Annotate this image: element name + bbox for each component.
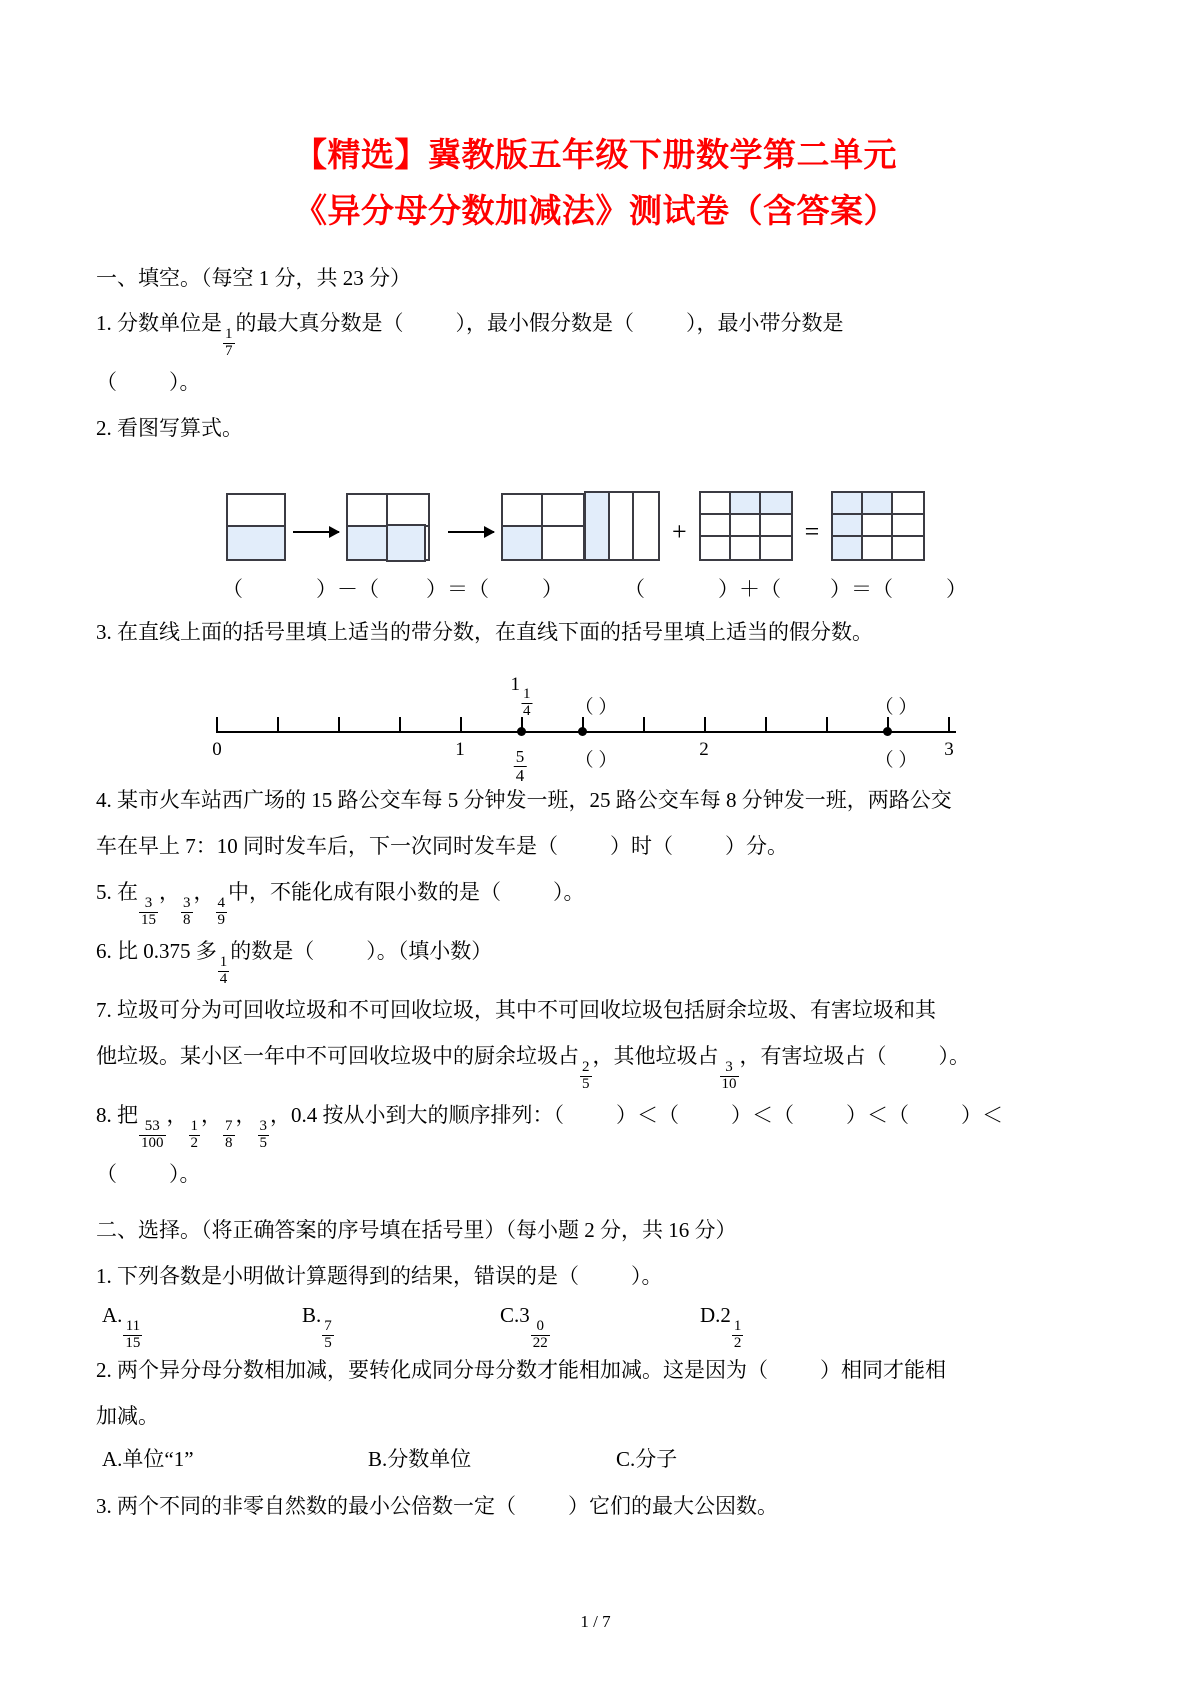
mixed-denominator: 4 xyxy=(523,703,531,720)
q8-prefix: 8. 把 xyxy=(96,1102,138,1127)
figure-b2-grid xyxy=(699,491,793,561)
q5-f1-denominator: 15 xyxy=(141,912,156,929)
q4-part-b: ）时（ xyxy=(610,833,673,858)
grid-cell xyxy=(833,537,863,559)
q8-f1-numerator: 53 xyxy=(144,1118,160,1135)
question-1-1 xyxy=(96,300,1095,359)
grid-cell xyxy=(701,515,731,537)
grid-cell xyxy=(348,495,388,527)
q8-f4-denominator: 5 xyxy=(259,1134,267,1151)
grid-cell xyxy=(731,515,761,537)
number-line-label-0: 0 xyxy=(212,738,222,760)
question-1-3: 3. 在直线上面的括号里填上适当的带分数，在直线下面的括号里填上适当的假分数。 xyxy=(96,619,873,644)
grid-cell xyxy=(228,527,284,559)
option-d-numerator: 1 xyxy=(733,1318,742,1335)
grid-cell xyxy=(610,493,634,559)
grid-cell xyxy=(388,495,428,527)
q1-mid-1: 的最大真分数是（ xyxy=(235,311,404,335)
number-line-tick xyxy=(704,717,706,731)
section-2-heading: 二、选择。（将正确答案的序号填在括号里）（每小题 2 分，共 16 分） xyxy=(96,1217,737,1242)
q8-line2-close: ）。 xyxy=(169,1161,201,1186)
q8-fraction-3 xyxy=(223,1119,235,1152)
grid-cell xyxy=(893,515,923,537)
q5-fraction-2 xyxy=(181,896,193,929)
improper-denominator: 4 xyxy=(515,766,525,786)
number-line-tick xyxy=(216,717,218,731)
number-line-tick xyxy=(460,717,462,731)
q6-tail: 的数是（ xyxy=(230,938,315,963)
question-1-2-answer-row xyxy=(96,573,1095,609)
number-line-tick xyxy=(338,717,340,731)
q5-f2-numerator: 3 xyxy=(183,895,191,912)
q8-f2-numerator: 1 xyxy=(190,1118,198,1135)
q2-left-blank-2[interactable]: ）－（ xyxy=(316,576,379,601)
question-1-7-line-1: 7. 垃圾可分为可回收垃圾和不可回收垃圾，其中不可回收垃圾包括厨余垃圾、有害垃圾和其 xyxy=(96,997,936,1022)
grid-cell xyxy=(543,495,583,527)
number-line-tick xyxy=(643,717,645,731)
mixed-fraction xyxy=(521,687,533,720)
grid-cell xyxy=(503,495,543,527)
option-a-denominator: 15 xyxy=(125,1334,141,1351)
number-line-tick xyxy=(765,717,767,731)
q8-t4: ）＜（ xyxy=(846,1102,909,1127)
q7-f1-numerator: 2 xyxy=(582,1059,590,1076)
q1-fraction xyxy=(223,327,235,360)
option-d-whole: 2 xyxy=(720,1302,731,1327)
title-line-2: 《异分母分数加减法》测试卷（含答案） xyxy=(294,194,897,230)
page-title xyxy=(96,0,1095,240)
q8-t5: ）＜ xyxy=(961,1102,1003,1127)
q4-part-a: 车在早上 7：10 同时发车后，下一次同时发车是（ xyxy=(96,833,558,858)
grid-cell xyxy=(833,515,863,537)
q1-tail-close: ）。 xyxy=(169,369,201,394)
q6-denominator: 4 xyxy=(219,971,228,988)
option-c-2-label: 分子 xyxy=(635,1446,678,1471)
q2-2-part-b: ）相同才能相 xyxy=(820,1357,946,1382)
section-1-heading: 一、填空。（每空 1 分，共 23 分） xyxy=(96,266,411,290)
option-d-letter: D. xyxy=(700,1302,721,1327)
question-2-1 xyxy=(96,1253,1095,1299)
q1-mid-2: ），最小假分数是（ xyxy=(455,311,634,335)
number-line-tick xyxy=(948,717,950,731)
option-b-2-label: 分数单位 xyxy=(387,1446,472,1471)
q8-f4-numerator: 3 xyxy=(259,1118,267,1135)
q7-f2-numerator: 3 xyxy=(725,1059,733,1076)
question-2-2-line-2: 加减。 xyxy=(96,1403,159,1428)
q5-sep-1: ， xyxy=(159,879,180,904)
figure-a3-grid xyxy=(501,493,585,561)
equals-sign: = xyxy=(804,516,820,546)
mixed-whole: 1 xyxy=(510,674,520,695)
q8-f1-denominator: 100 xyxy=(141,1134,164,1151)
number-line-figure xyxy=(96,665,1095,786)
improper-fraction xyxy=(514,748,527,785)
grid-cell xyxy=(228,495,284,527)
grid-cell xyxy=(586,493,610,559)
question-2-1-options xyxy=(96,1299,1095,1351)
q5-f2-denominator: 8 xyxy=(183,912,191,929)
q8-sep-2: ， xyxy=(201,1102,222,1127)
q8-fraction-4 xyxy=(258,1119,270,1152)
grid-cell xyxy=(863,493,893,515)
q7-fraction-1 xyxy=(580,1060,592,1093)
q2-right-blank-3[interactable]: ）＝（ xyxy=(830,576,893,601)
q2-2-part-a: 2. 两个异分母分数相加减，要转化成同分母分数才能相加减。这是因为（ xyxy=(96,1357,768,1382)
q4-part-c: ）分。 xyxy=(725,833,788,858)
q8-tail: ，0.4 按从小到大的顺序排列：（ xyxy=(270,1102,564,1127)
q1-prefix: 1. 分数单位是 xyxy=(96,311,222,335)
question-1-7-line-2 xyxy=(96,1033,1095,1092)
grid-cell xyxy=(731,537,761,559)
q2-right-blank-1[interactable]: （ xyxy=(624,576,645,601)
option-b-letter: B. xyxy=(302,1302,322,1327)
option-c[interactable] xyxy=(500,1303,551,1351)
question-2-3 xyxy=(96,1483,1095,1529)
figure-b3-grid xyxy=(831,491,925,561)
q6-fraction xyxy=(218,955,230,988)
number-line-below-blank-2[interactable]: （ ） xyxy=(874,749,918,771)
q7-part-c: ，有害垃圾占（ xyxy=(739,1043,887,1068)
q2-3-text-a: 3. 两个不同的非零自然数的最小公倍数一定（ xyxy=(96,1493,516,1518)
number-line-label-3: 3 xyxy=(944,738,954,760)
q5-f3-denominator: 9 xyxy=(217,912,225,929)
q7-part-b: ，其他垃圾占 xyxy=(592,1043,719,1068)
number-line-above-blank-2[interactable]: （ ） xyxy=(874,696,918,718)
q2-left-blank-3[interactable]: ）＝（ xyxy=(426,576,489,601)
q8-f3-numerator: 7 xyxy=(225,1118,233,1135)
q2-left-blank-1[interactable]: （ xyxy=(222,576,243,601)
q8-t2: ）＜（ xyxy=(616,1102,679,1127)
option-a-2[interactable] xyxy=(102,1443,194,1473)
grid-cell xyxy=(701,537,731,559)
plus-sign: + xyxy=(672,516,687,546)
number-line-tick xyxy=(826,717,828,731)
grid-cell xyxy=(761,493,791,515)
q5-sep-2: ， xyxy=(193,879,215,904)
q2-1-text-b: ）。 xyxy=(631,1263,663,1288)
grid-cell xyxy=(761,515,791,537)
question-1-8-line-1 xyxy=(96,1092,1095,1151)
q8-fraction-1 xyxy=(139,1119,166,1152)
q5-tail-2: ）。 xyxy=(553,879,585,904)
figure-a2-wrap xyxy=(346,493,430,561)
question-2-2-line-1 xyxy=(96,1347,1095,1393)
option-a-2-label: 单位“1” xyxy=(122,1446,194,1471)
number-line-dot xyxy=(883,727,892,736)
number-line-below-blank-1[interactable]: （ ） xyxy=(574,749,618,771)
option-c-denominator: 22 xyxy=(532,1334,548,1351)
question-1-8-line-2 xyxy=(96,1151,1095,1197)
grid-cell xyxy=(503,527,543,559)
number-line-label-1: 1 xyxy=(455,738,465,760)
q5-prefix: 5. 在 xyxy=(96,879,138,904)
option-c-whole: 3 xyxy=(519,1302,530,1327)
grid-cell xyxy=(761,537,791,559)
q1-fraction-numerator: 1 xyxy=(225,326,233,343)
grid-cell xyxy=(893,537,923,559)
grid-cell xyxy=(833,493,863,515)
mixed-numerator: 1 xyxy=(523,686,531,703)
option-a-fraction xyxy=(123,1319,142,1352)
arrow-right-icon-2 xyxy=(448,531,494,533)
improper-numerator: 5 xyxy=(515,747,525,767)
q5-fraction-3 xyxy=(216,896,228,929)
option-a-numerator: 11 xyxy=(125,1318,141,1335)
q7-part-a: 他垃圾。某小区一年中不可回收垃圾中的厨余垃圾占 xyxy=(96,1043,579,1068)
figure-a2-floating-square xyxy=(386,524,426,562)
q8-fraction-2 xyxy=(189,1119,201,1152)
option-b-numerator: 7 xyxy=(324,1318,332,1335)
q1-mid-3: ），最小带分数是 xyxy=(686,311,844,335)
q8-f3-denominator: 8 xyxy=(225,1134,233,1151)
grid-cell xyxy=(348,527,388,559)
figure-a1-grid xyxy=(226,493,286,561)
page-footer: 1 / 7 xyxy=(580,1612,611,1631)
q6-prefix: 6. 比 0.375 多 xyxy=(96,938,217,963)
grid-cell xyxy=(701,493,731,515)
q2-right-blank-2[interactable]: ）＋（ xyxy=(718,576,781,601)
number-line-dot xyxy=(578,727,587,736)
option-b-fraction xyxy=(322,1319,334,1352)
option-c-2[interactable] xyxy=(616,1443,677,1473)
q5-f1-numerator: 3 xyxy=(144,895,153,912)
q8-line2-open: （ xyxy=(96,1161,117,1186)
number-line-tick xyxy=(399,717,401,731)
q7-f1-denominator: 5 xyxy=(582,1075,590,1092)
question-2-2-options xyxy=(96,1439,1095,1483)
number-line-improper-label xyxy=(513,737,528,784)
number-line-label-2: 2 xyxy=(699,738,709,760)
number-line-dot xyxy=(517,727,526,736)
arrow-right-icon-1 xyxy=(293,531,339,533)
q2-right-blank-4[interactable]: ） xyxy=(946,576,967,601)
option-c-2-letter: C. xyxy=(616,1446,636,1471)
figure-group-a xyxy=(226,493,585,561)
option-b-2[interactable] xyxy=(368,1443,471,1473)
q6-numerator: 1 xyxy=(219,954,228,971)
q7-part-d: ）。 xyxy=(938,1043,970,1068)
question-1-6 xyxy=(96,928,1095,987)
grid-cell xyxy=(543,527,583,559)
q2-1-text-a: 1. 下列各数是小明做计算题得到的结果，错误的是（ xyxy=(96,1263,579,1288)
option-d-denominator: 2 xyxy=(733,1334,742,1351)
q2-3-text-b: ）它们的最大公因数。 xyxy=(568,1493,778,1518)
q5-f3-numerator: 4 xyxy=(217,895,225,912)
q2-left-blank-4[interactable]: ） xyxy=(542,576,563,601)
q8-f2-denominator: 2 xyxy=(190,1134,198,1151)
option-d-fraction xyxy=(732,1319,744,1352)
q1-fraction-denominator: 7 xyxy=(225,343,233,360)
title-line-1: 【精选】冀教版五年级下册数学第二单元 xyxy=(294,138,897,174)
question-1-2-figures xyxy=(96,455,1095,573)
q5-tail: 中，不能化成有限小数的是（ xyxy=(228,879,501,904)
question-1-2: 2. 看图写算式。 xyxy=(96,415,243,440)
q7-fraction-2 xyxy=(720,1060,739,1093)
option-b-2-letter: B. xyxy=(368,1446,388,1471)
q7-f2-denominator: 10 xyxy=(721,1075,737,1092)
grid-cell xyxy=(634,493,658,559)
number-line-tick xyxy=(277,717,279,731)
option-b-denominator: 5 xyxy=(324,1334,332,1351)
option-c-fraction xyxy=(531,1319,550,1352)
question-1-4-line-1: 4. 某市火车站西广场的 15 路公交车每 5 分钟发一班，25 路公交车每 8 分钟发一班，两路公交 xyxy=(96,787,952,812)
number-line-mixed-label xyxy=(511,674,534,719)
number-line-above-blank-1[interactable]: （ ） xyxy=(574,696,618,718)
q6-tail-2: ）。（填小数） xyxy=(366,938,493,963)
figure-group-b xyxy=(584,491,925,561)
option-b[interactable] xyxy=(302,1303,335,1351)
grid-cell xyxy=(731,493,761,515)
q5-fraction-1 xyxy=(139,896,158,929)
q8-t3: ）＜（ xyxy=(731,1102,794,1127)
question-1-1-cont xyxy=(96,359,1095,405)
grid-cell xyxy=(893,493,923,515)
question-1-5 xyxy=(96,869,1095,928)
option-a[interactable] xyxy=(102,1303,143,1351)
option-d[interactable] xyxy=(700,1303,744,1351)
grid-cell xyxy=(863,537,893,559)
question-1-4-line-2 xyxy=(96,823,1095,869)
option-a-letter: A. xyxy=(102,1302,123,1327)
grid-cell xyxy=(863,515,893,537)
q1-tail-open: （ xyxy=(96,369,117,394)
option-a-2-letter: A. xyxy=(102,1446,123,1471)
figure-b1-grid xyxy=(584,491,660,561)
q8-sep-3: ， xyxy=(235,1102,257,1127)
option-c-letter: C. xyxy=(500,1302,520,1327)
q8-sep-1: ， xyxy=(166,1102,188,1127)
option-c-numerator: 0 xyxy=(536,1318,545,1335)
